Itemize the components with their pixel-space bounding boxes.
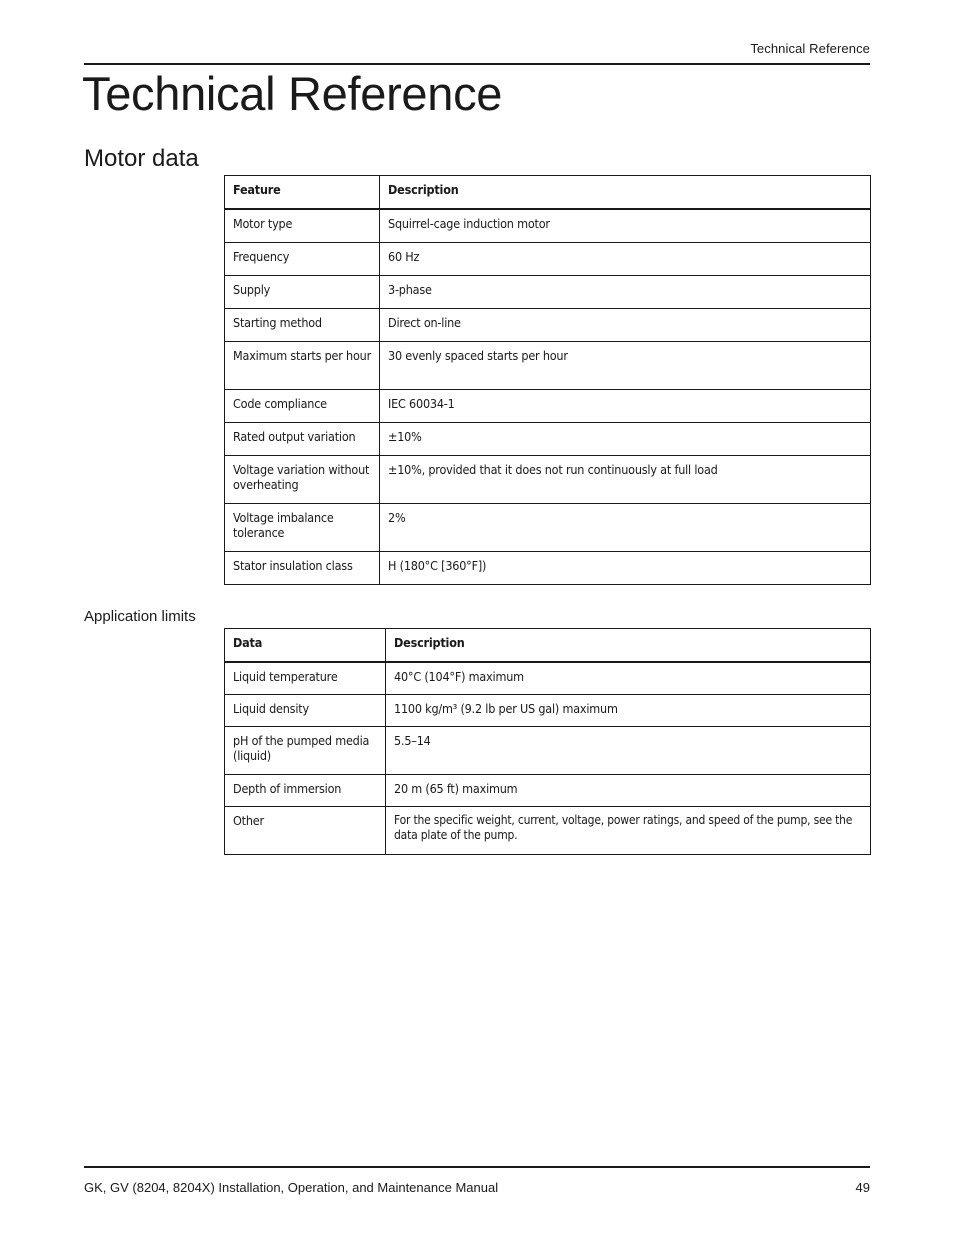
section-title-application-limits: Application limits (84, 608, 196, 625)
description-cell: Squirrel-cage induction motor (380, 209, 871, 243)
description-cell: IEC 60034-1 (380, 390, 871, 423)
motor-data-table (224, 175, 871, 585)
feature-cell: Supply (225, 276, 380, 309)
description-cell: For the specific weight, current, voltage, power ratings, and speed of the pump, see the data plate of the pump. (386, 807, 871, 855)
application-limits-table (224, 628, 871, 855)
description-cell: 30 evenly spaced starts per hour (380, 342, 871, 390)
description-cell: 3-phase (380, 276, 871, 309)
description-cell: 60 Hz (380, 243, 871, 276)
table-row (225, 775, 871, 807)
column-header-feature: Feature (225, 176, 380, 210)
data-cell: Other (225, 807, 386, 855)
description-cell: 1100 kg/m³ (9.2 lb per US gal) maximum (386, 695, 871, 727)
table-row (225, 552, 871, 585)
table-row (225, 243, 871, 276)
feature-cell: Rated output variation (225, 423, 380, 456)
feature-cell: Code compliance (225, 390, 380, 423)
description-cell: 40°C (104°F) maximum (386, 662, 871, 695)
description-cell: ±10% (380, 423, 871, 456)
table-header-row (225, 176, 871, 210)
data-cell: Liquid temperature (225, 662, 386, 695)
data-cell: Liquid density (225, 695, 386, 727)
feature-cell: Motor type (225, 209, 380, 243)
section-title-motor-data: Motor data (84, 145, 199, 172)
data-cell: Depth of immersion (225, 775, 386, 807)
table-header-row (225, 629, 871, 663)
column-header-data: Data (225, 629, 386, 663)
feature-cell: Voltage imbalance tolerance (225, 504, 380, 552)
description-cell: 5.5–14 (386, 727, 871, 775)
header-rule (84, 63, 870, 65)
table-row (225, 276, 871, 309)
feature-cell: Voltage variation without overheating (225, 456, 380, 504)
table-row (225, 695, 871, 727)
footer-manual-title: GK, GV (8204, 8204X) Installation, Operation, and Maintenance Manual (84, 1180, 499, 1195)
table-row (225, 662, 871, 695)
feature-cell: Frequency (225, 243, 380, 276)
description-cell: H (180°C [360°F]) (380, 552, 871, 585)
table-row (225, 727, 871, 775)
description-cell: 20 m (65 ft) maximum (386, 775, 871, 807)
table-row (225, 309, 871, 342)
page-title: Technical Reference (82, 67, 503, 120)
table-row (225, 390, 871, 423)
feature-cell: Starting method (225, 309, 380, 342)
footer-rule (84, 1166, 870, 1168)
column-header-description: Description (380, 176, 871, 210)
description-cell: 2% (380, 504, 871, 552)
table-row (225, 423, 871, 456)
feature-cell: Stator insulation class (225, 552, 380, 585)
feature-cell: Maximum starts per hour (225, 342, 380, 390)
description-cell: ±10%, provided that it does not run continuously at full load (380, 456, 871, 504)
data-cell: pH of the pumped media (liquid) (225, 727, 386, 775)
table-row (225, 209, 871, 243)
column-header-description: Description (386, 629, 871, 663)
table-row (225, 456, 871, 504)
table-row (225, 807, 871, 855)
running-header: Technical Reference (750, 41, 870, 56)
table-row (225, 342, 871, 390)
description-cell: Direct on-line (380, 309, 871, 342)
table-row (225, 504, 871, 552)
page-number: 49 (855, 1180, 870, 1195)
